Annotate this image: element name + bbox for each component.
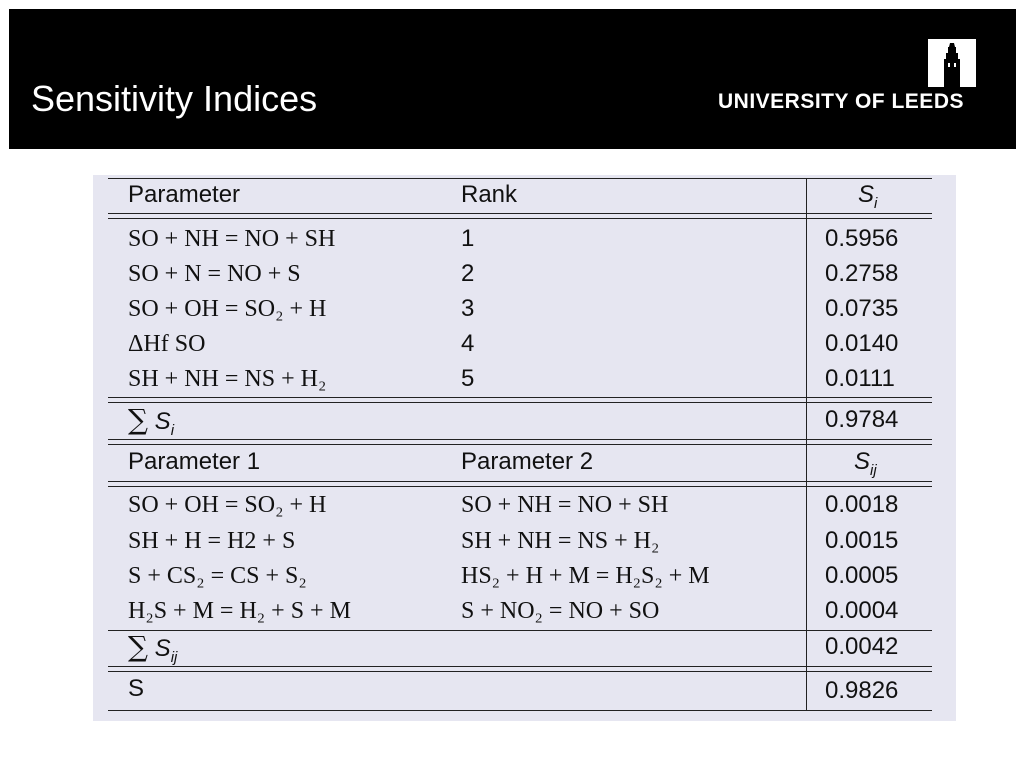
rule [108,666,932,667]
header-sij: $S_{ij}$ [854,448,877,479]
header-si: $S_i$ [858,181,878,212]
table-panel [93,175,956,721]
table1-value: 0.5956 [825,225,899,252]
rule [108,444,932,445]
table2-param1: SH + H = H2 + S [128,528,296,554]
university-logo-text: UNIVERSITY OF LEEDS [718,90,964,113]
table1-rank: 3 [461,295,475,322]
rule [108,481,932,482]
sum-si-value: 0.9784 [825,406,899,433]
table1-value: 0.0140 [825,330,899,357]
table2-param1: H₂S + M = H₂ + S + M [128,598,351,624]
sum-sij-value: 0.0042 [825,633,899,660]
rule [108,218,932,219]
sum-icon: ∑ [128,403,148,436]
table2-param2: SO + NH = NO + SH [461,492,669,518]
rule [108,402,932,403]
table2-param2: S + NO₂ = NO + SO [461,598,660,624]
table1-param: SH + NH = NS + H₂ [128,366,327,392]
rule [108,710,932,711]
table1-value: 0.0111 [825,365,895,392]
rule [108,671,932,672]
table1-param: ΔHf SO [128,331,206,357]
table1-param: SO + N = NO + S [128,261,301,287]
table1-rank: 4 [461,330,475,357]
table2-param1: SO + OH = SO₂ + H [128,492,327,518]
table1-param: SO + NH = NO + SH [128,226,336,252]
table1-param: SO + OH = SO₂ + H [128,296,327,322]
rule [108,486,932,487]
sum-icon: ∑ [128,630,148,663]
table2-value: 0.0005 [825,562,899,589]
header-rank: Rank [461,181,518,208]
header-parameter-1: Parameter 1 [128,448,261,475]
table2-param1: S + CS₂ = CS + S₂ [128,563,307,589]
table1-value: 0.2758 [825,260,899,287]
sum-sij-label: ∑ $S_{ij}$ [128,630,178,666]
sum-si-label: ∑ $S_i$ [128,403,175,439]
rule [108,397,932,398]
table2-value: 0.0015 [825,527,899,554]
rule [108,439,932,440]
rule [108,178,932,179]
header-parameter-2: Parameter 2 [461,448,594,475]
table2-value: 0.0004 [825,597,899,624]
rule [108,213,932,214]
table1-rank: 5 [461,365,475,392]
table2-param2: SH + NH = NS + H₂ [461,528,660,554]
rule [108,630,932,631]
total-label: S [128,675,145,702]
table1-value: 0.0735 [825,295,899,322]
total-value: 0.9826 [825,677,899,704]
slide-title: Sensitivity Indices [31,78,318,119]
university-crest-icon [928,39,976,87]
table1-rank: 1 [461,225,475,252]
table2-value: 0.0018 [825,491,899,518]
table2-param2: HS₂ + H + M = H₂S₂ + M [461,563,710,589]
table1-rank: 2 [461,260,475,287]
header-parameter: Parameter [128,181,241,208]
